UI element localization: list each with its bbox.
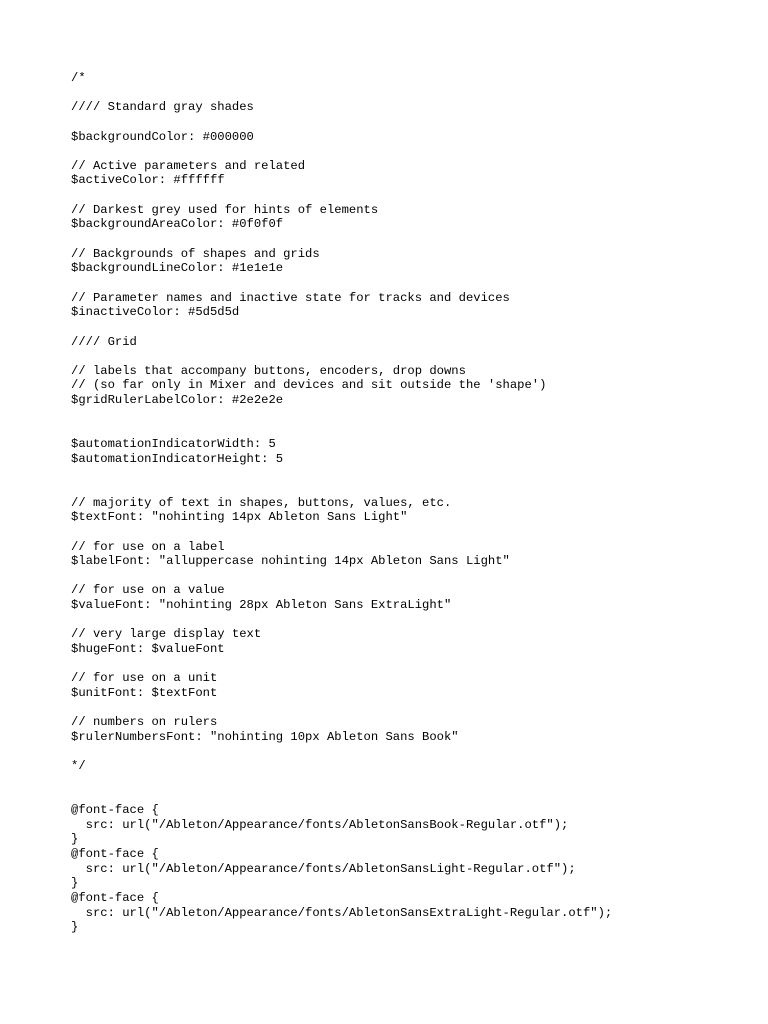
- code-line: [71, 525, 751, 540]
- code-line: // majority of text in shapes, buttons, values, etc.: [71, 495, 452, 510]
- code-line: [71, 188, 751, 203]
- code-line: [71, 774, 751, 789]
- code-line: $inactiveColor: #5d5d5d: [71, 305, 240, 320]
- code-line: $textFont: "nohinting 14px Ableton Sans Light": [71, 510, 408, 525]
- code-line: // Backgrounds of shapes and grids: [71, 246, 320, 261]
- code-line: src: url("/Ableton/Appearance/fonts/AbletonSansLight-Regular.otf");: [71, 861, 576, 876]
- code-document: [71, 71, 751, 935]
- code-line: // Active parameters and related: [71, 158, 306, 173]
- code-line: [71, 86, 751, 101]
- code-line: @font-face {: [71, 846, 159, 861]
- code-line: //// Grid: [71, 334, 137, 349]
- code-line: // numbers on rulers: [71, 715, 218, 730]
- code-line: */: [71, 759, 86, 774]
- code-line: [71, 408, 751, 423]
- code-line: // Darkest grey used for hints of elements: [71, 202, 379, 217]
- code-line: /*: [71, 71, 86, 85]
- code-line: $unitFont: $textFont: [71, 685, 218, 700]
- code-line: }: [71, 876, 79, 891]
- code-line: // for use on a value: [71, 583, 225, 598]
- code-line: }: [71, 920, 79, 935]
- code-line: $valueFont: "nohinting 28px Ableton Sans ExtraLight": [71, 598, 452, 613]
- code-line: // for use on a label: [71, 539, 225, 554]
- code-line: [71, 613, 751, 628]
- code-line: // Parameter names and inactive state for tracks and devices: [71, 290, 510, 305]
- code-line: [71, 481, 751, 496]
- code-line: [71, 744, 751, 759]
- code-line: // labels that accompany buttons, encoders, drop downs: [71, 363, 466, 378]
- code-line: [71, 144, 751, 159]
- code-line: [71, 466, 751, 481]
- code-line: @font-face {: [71, 803, 159, 818]
- code-line: $automationIndicatorHeight: 5: [71, 451, 284, 466]
- code-line: [71, 422, 751, 437]
- code-line: [71, 657, 751, 672]
- code-line: $rulerNumbersFont: "nohinting 10px Ableton Sans Book": [71, 729, 459, 744]
- code-line: // for use on a unit: [71, 671, 218, 686]
- code-line: src: url("/Ableton/Appearance/fonts/AbletonSansExtraLight-Regular.otf");: [71, 905, 613, 920]
- code-line: src: url("/Ableton/Appearance/fonts/AbletonSansBook-Regular.otf");: [71, 817, 569, 832]
- code-line: @font-face {: [71, 890, 159, 905]
- code-line: $gridRulerLabelColor: #2e2e2e: [71, 393, 284, 408]
- code-line: [71, 569, 751, 584]
- code-line: $hugeFont: $valueFont: [71, 641, 225, 656]
- code-line: // (so far only in Mixer and devices and sit outside the 'shape'): [71, 378, 547, 393]
- code-line: [71, 701, 751, 716]
- code-line: $backgroundColor: #000000: [71, 129, 254, 144]
- code-line: //// Standard gray shades: [71, 100, 254, 115]
- code-line: $backgroundAreaColor: #0f0f0f: [71, 217, 284, 232]
- code-line: [71, 349, 751, 364]
- code-line: [71, 276, 751, 291]
- code-line: $backgroundLineColor: #1e1e1e: [71, 261, 284, 276]
- code-line: $automationIndicatorWidth: 5: [71, 437, 276, 452]
- code-line: $labelFont: "alluppercase nohinting 14px Ableton Sans Light": [71, 554, 510, 569]
- code-line: $activeColor: #ffffff: [71, 173, 225, 188]
- code-line: [71, 320, 751, 335]
- code-line: [71, 788, 751, 803]
- code-line: }: [71, 832, 79, 847]
- code-line: [71, 115, 751, 130]
- code-line: [71, 232, 751, 247]
- code-line: // very large display text: [71, 627, 262, 642]
